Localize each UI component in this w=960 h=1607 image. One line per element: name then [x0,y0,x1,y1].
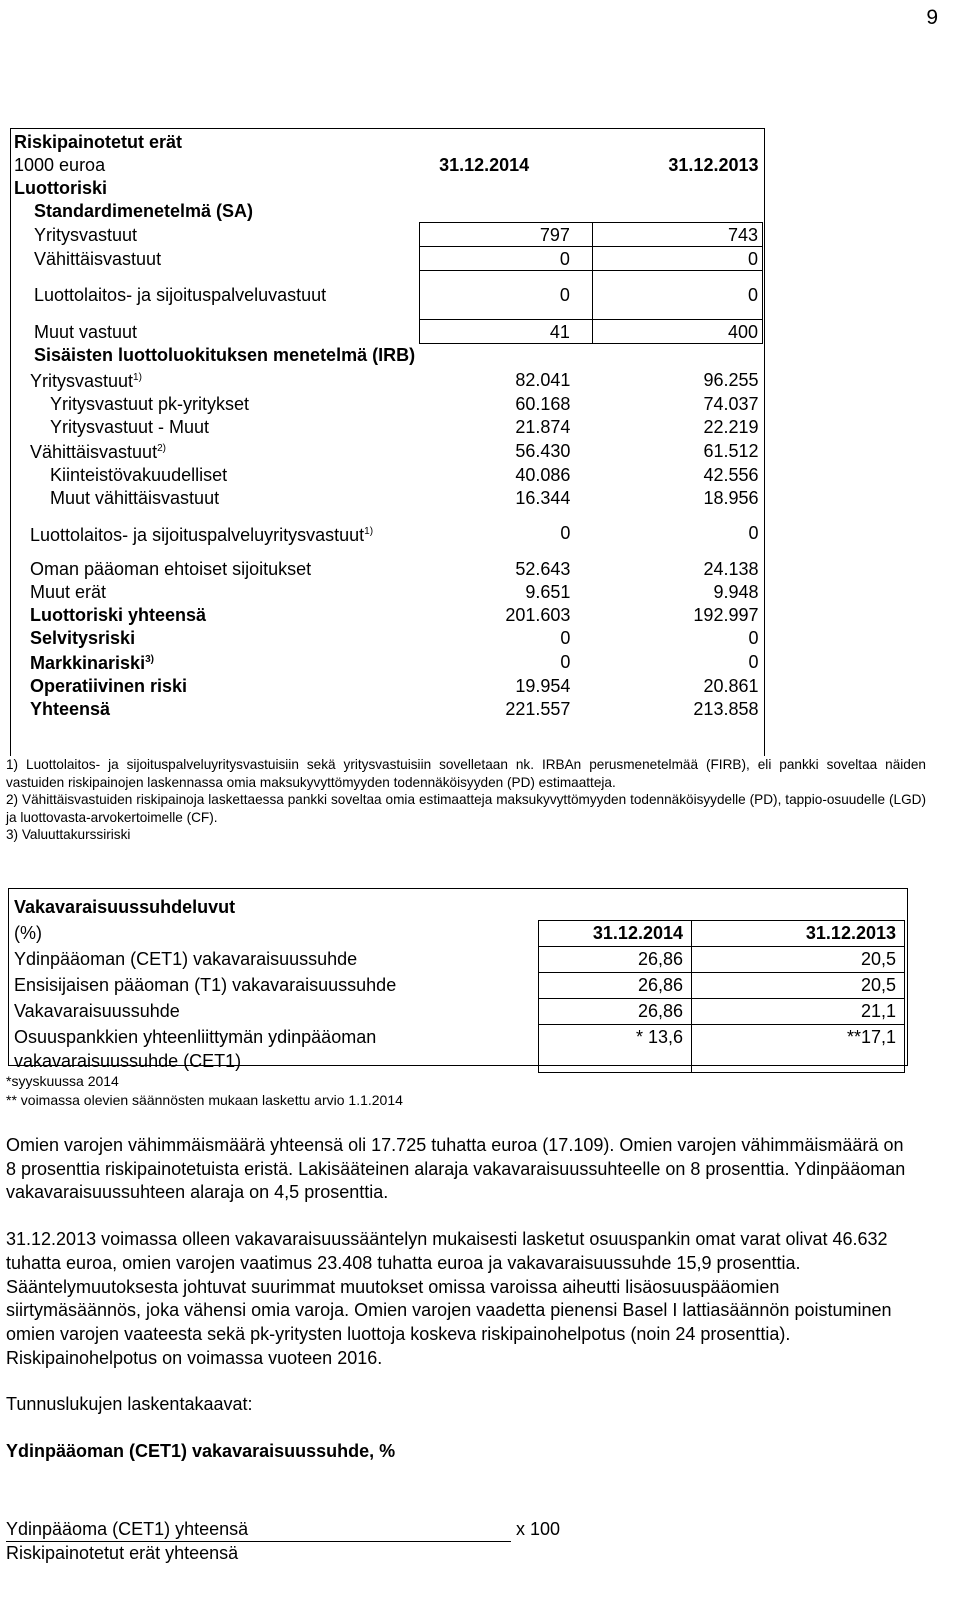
note-1: 1) Luottolaitos- ja sijoituspalveluyritysvastuisiin sekä yritysvastuisiin sovelletaan nk. IRBAn perusmenetelmää (FIRB), eli pankki soveltaa näiden vastuiden riskipainojen laskennassa omia maksukyvyttömyyden todennäköisyyden (PD) estimaatteja. [6,757,926,790]
table-row [10,415,763,438]
table-cell: 0 [748,651,759,672]
table-cell: 96.255 [703,369,759,390]
table-row [10,973,905,999]
table-cell: 20,5 [692,973,905,999]
formula-heading: Ydinpääoman (CET1) vakavaraisuussuhde, % [6,1441,396,1462]
footnote: ** voimassa olevien säännösten mukaan laskettu arvio 1.1.2014 [6,1092,403,1108]
table-cell: 9.651 [525,581,571,602]
footnote-ref: 1) [364,525,374,537]
table-cell: 26,86 [539,999,692,1025]
table-row-label: Luottoriski yhteensä [30,604,207,625]
rwa-table [10,130,763,720]
table-row [10,697,763,720]
table-cell: 0 [748,627,759,648]
formula-denominator: Riskipainotetut erät yhteensä [6,1543,239,1563]
table-row [10,580,763,603]
table-cell: 201.603 [505,604,571,625]
table-row-label: Oman pääoman ehtoiset sijoitukset [30,558,312,579]
table-row [10,509,763,557]
table-row [10,438,763,463]
table-row-label: Yritysvastuut pk-yritykset [50,393,250,414]
table-cell: 192.997 [693,604,759,625]
table-row-label: Luottolaitos- ja sijoituspalveluyritysvastuut [30,524,365,545]
rwa-col2-header: 31.12.2013 [668,154,759,175]
table-row-label: Muut vähittäisvastuut [50,487,220,508]
table-cell: 22.219 [703,416,759,437]
table-row-label: Vähittäisvastuut [30,442,158,462]
table-cell: 16.344 [515,487,571,508]
table-row-label: Muut vastuut [34,321,138,342]
table-row-label: Markkinariski [30,653,146,673]
ratios-footnotes [6,1072,403,1110]
paragraph: Omien varojen vähimmäismäärä yhteensä oli 17.725 tuhatta euroa (17.109). Omien varojen vähimmäismäärä on 8 prosenttia riskipainotetuista eristä. Lakisääteinen alaraja vakavaraisuussuhteelle on 8 prosenttia. Ydinpääoman vakavaraisuussuhteen alaraja on 4,5 prosenttia. [6,1135,906,1203]
table-row-label: Selvitysriski [30,627,136,648]
table-row-label: Yhteensä [30,698,111,719]
table-cell: 60.168 [515,393,571,414]
table-row [10,463,763,486]
table-row [10,649,763,674]
table-row-label: Standardimenetelmä (SA) [34,200,254,221]
table-cell: 24.138 [703,558,759,579]
rwa-notes [6,756,926,844]
ratios-unit: (%) [14,922,42,943]
table-cell: 42.556 [703,464,759,485]
table-row [10,557,763,580]
table-row-label: Ydinpääoman (CET1) vakavaraisuussuhde [14,948,358,969]
table-cell: 20.861 [703,675,759,696]
table-row-label: Vakavaraisuussuhde [14,1000,180,1021]
ratios-title: Vakavaraisuussuhdeluvut [14,897,236,917]
table-cell: 26,86 [539,973,692,999]
formula [6,1518,560,1565]
footnote-ref: 1) [133,372,142,383]
table-row-label: Kiinteistövakuudelliset [50,464,228,485]
table-cell: 0 [748,523,759,543]
table-cell: 19.954 [515,675,571,696]
table-cell: 20,5 [692,947,905,973]
table-row-label: Operatiivinen riski [30,675,188,696]
table-cell: 0 [592,247,762,271]
table-cell: 74.037 [703,393,759,414]
note-2: 2) Vähittäisvastuiden riskipainoja laskettaessa pankki soveltaa omia estimaatteja maksukyvyttömyyden todennäköisyydelle (PD), tappio-osuudelle (LGD) ja luottovasta-arvokertoimelle (CF). [6,792,926,825]
rwa-col1-header: 31.12.2014 [439,154,530,175]
table-cell: 0 [560,627,571,648]
ratios-col2-header: 31.12.2013 [692,921,905,947]
table-cell: 40.086 [515,464,571,485]
note-3: 3) Valuuttakurssiriski [6,827,131,842]
rwa-unit: 1000 euroa [14,154,106,175]
table-row [10,626,763,649]
rwa-title: Riskipainotetut erät [14,131,183,152]
formula-numerator: Ydinpääoma (CET1) yhteensä [6,1518,511,1542]
table-cell: 21.874 [515,416,571,437]
table-cell: 797 [419,223,592,247]
table-row-label: Yritysvastuut [30,371,134,391]
body-text [6,1134,916,1487]
table-row [10,947,905,973]
table-cell: 18.956 [703,487,759,508]
table-row [10,999,905,1025]
page-number: 9 [926,6,938,29]
table-row [10,674,763,697]
paragraph: Tunnuslukujen laskentakaavat: [6,1394,253,1415]
table-cell: 26,86 [539,947,692,973]
table-cell: 0 [419,271,592,320]
table-row-label: Luottoriski [14,177,107,198]
table-cell: 41 [419,320,592,344]
table-cell: 221.557 [505,698,571,719]
table-cell: * 13,6 [539,1025,692,1073]
table-row [10,223,763,247]
footnote-ref: 2) [157,443,166,454]
table-cell: 400 [592,320,762,344]
table-cell: 0 [592,271,762,320]
footnote: *syyskuussa 2014 [6,1073,119,1089]
table-cell: **17,1 [692,1025,905,1073]
ratios-col1-header: 31.12.2014 [539,921,692,947]
table-row-label: Ensisijaisen pääoman (T1) vakavaraisuussuhde [14,974,397,995]
table-row-label: Osuuspankkien yhteenliittymän ydinpääoman vakavaraisuussuhde (CET1) [14,1026,377,1071]
table-row [10,247,763,271]
table-row-label: Vähittäisvastuut [34,248,162,269]
table-row [10,320,763,344]
table-row-label: Sisäisten luottoluokituksen menetelmä (IRB) [34,345,416,366]
table-row-label: Muut erät [30,581,107,602]
footnote-ref: 3) [145,654,154,665]
table-row-label: Luottolaitos- ja sijoituspalveluvastuut [34,285,327,305]
formula-factor: x 100 [516,1519,561,1539]
table-row-label: Yritysvastuut [34,224,138,245]
table-cell: 0 [560,523,571,543]
table-cell: 0 [419,247,592,271]
table-cell: 213.858 [693,698,759,719]
table-row [10,486,763,509]
table-cell: 82.041 [515,369,571,390]
table-row [10,367,763,392]
table-cell: 56.430 [515,440,571,461]
table-row-label: Yritysvastuut - Muut [50,416,210,437]
table-cell: 0 [560,651,571,672]
table-cell: 743 [592,223,762,247]
table-row [10,271,763,320]
table-cell: 21,1 [692,999,905,1025]
table-cell: 61.512 [703,440,759,461]
table-row [10,603,763,626]
table-cell: 9.948 [713,581,759,602]
paragraph: 31.12.2013 voimassa olleen vakavaraisuussääntelyn mukaisesti lasketut osuuspankin omat varat olivat 46.632 tuhatta euroa, omien varojen vaatimus 23.408 tuhatta euroa ja vakavaraisuussuhde 15,9 prosenttia. Sääntelymuutoksesta johtuvat suurimmat muutokset omissa varoissa aiheutti lisäosuuspääomien siirtymäsäännös, joka vähensi omia varoja. Omien varojen vaadetta pienensi Basel I lattiasäännön poistuminen omien varojen vaateesta sekä pk-yritysten luottoja koskeva riskipainohelpotus (noin 24 prosenttia). Riskipainohelpotus on voimassa vuoteen 2016. [6,1229,892,1368]
table-cell: 52.643 [515,558,571,579]
table-row [10,392,763,415]
ratios-table [10,895,905,1073]
table-row [10,1025,905,1073]
